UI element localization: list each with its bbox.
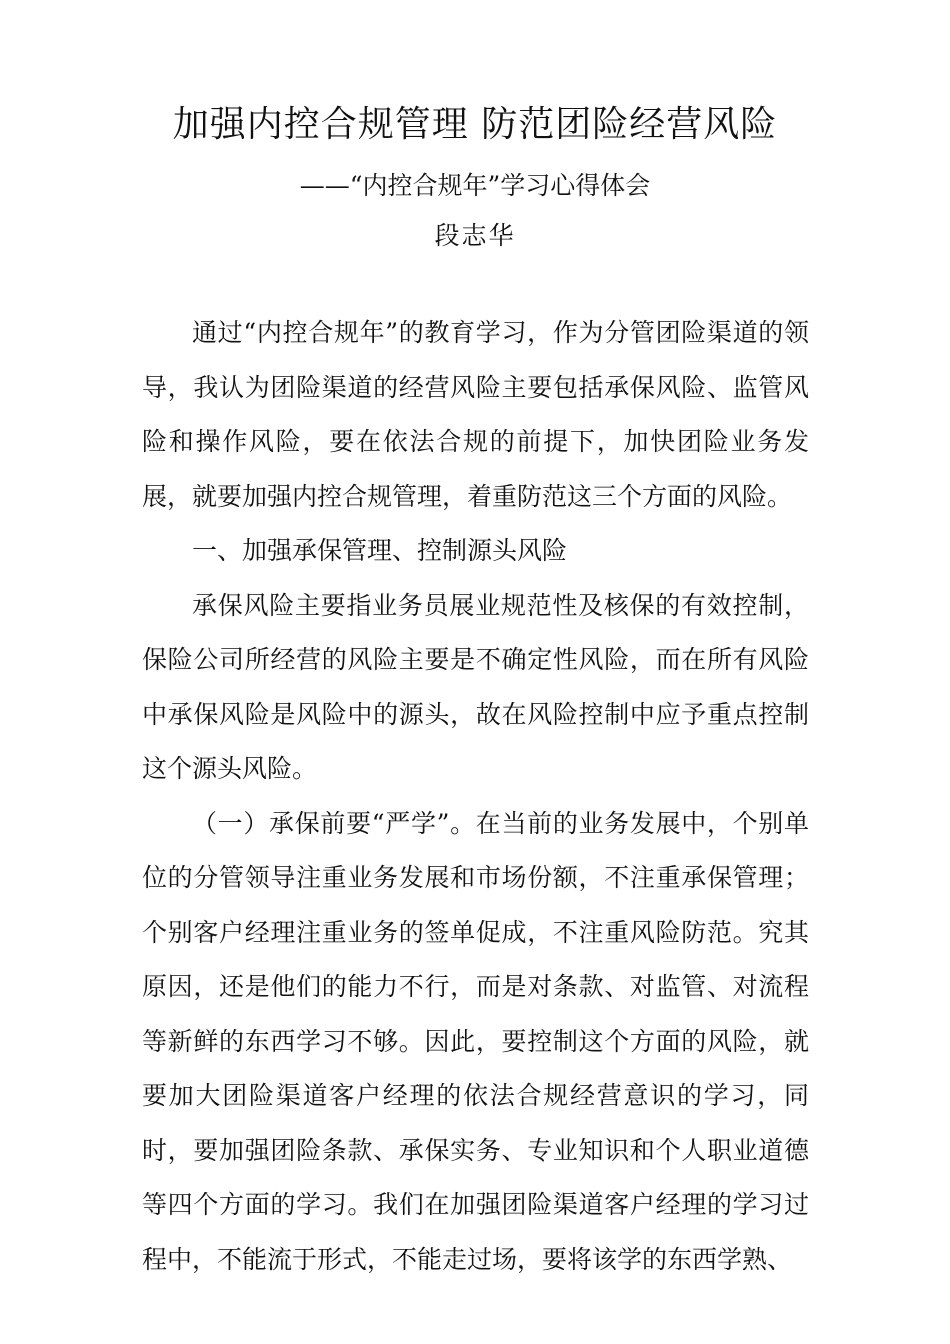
document-author: 段志华: [434, 221, 516, 250]
document-title: 加强内控合规管理 防范团险经营风险: [172, 104, 778, 145]
section-heading: 一、加强承保管理、控制源头风险: [192, 536, 568, 565]
document-subtitle: ——“内控合规年”学习心得体会: [299, 171, 651, 200]
document-body: [142, 306, 809, 1287]
body-paragraph: 承保风险主要指业务员展业规范性及核保的有效控制，保险公司所经营的风险主要是不确定性风险，而在所有风险中承保风险是风险中的源头，故在风险控制中应予重点控制这个源头风险。: [142, 590, 809, 783]
body-paragraph: 通过“内控合规年”的教育学习，作为分管团险渠道的领导，我认为团险渠道的经营风险主要包括承保风险、监管风险和操作风险，要在依法合规的前提下，加快团险业务发展，就要加强内控合规管理，着重防范这三个方面的风险。: [142, 318, 809, 511]
body-paragraph: （一）承保前要“严学”。在当前的业务发展中，个别单位的分管领导注重业务发展和市场份额，不注重承保管理；个别客户经理注重业务的签单促成，不注重风险防范。究其原因，还是他们的能力不行，而是对条款、对监管、对流程等新鲜的东西学习不够。因此，要控制这个方面的风险，就要加大团险渠道客户经理的依法合规经营意识的学习，同时，要加强团险条款、承保实务、专业知识和个人职业道德等四个方面的学习。我们在加强团险渠道客户经理的学习过程中，不能流于形式，不能走过场，要将该学的东西学熟、: [142, 808, 809, 1274]
